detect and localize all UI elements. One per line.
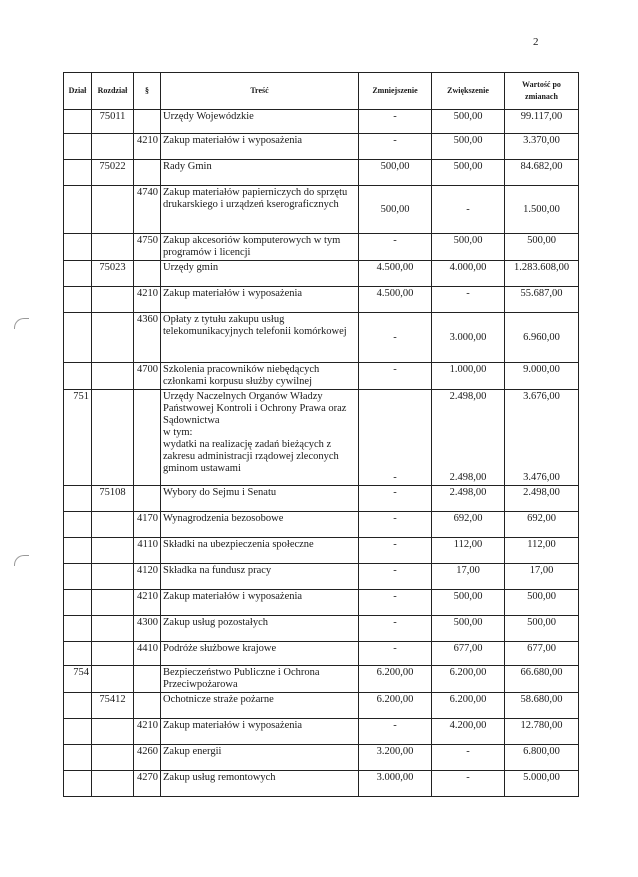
table-row [64,287,579,313]
cell-dzial [64,616,92,642]
cell-tresc: Urzędy Naczelnych Organów Władzy Państwowej Kontroli i Ochrony Prawa oraz Sądownictwa w tym: wydatki na realizację zadań bieżących z zakresu administracji rządowej zleconych gminom ustawami [161,390,359,486]
value-delegated: 2.498,00 [449,472,487,483]
cell-zmniejszenie: - [359,486,432,512]
cell-tresc: Składki na ubezpieczenia społeczne [161,538,359,564]
cell-wartosc: 500,00 [505,234,579,261]
cell-dzial [64,234,92,261]
cell-paragraf: 4360 [134,313,161,363]
cell-zwiekszenie: 500,00 [432,616,505,642]
table-row [64,693,579,719]
cell-zwiekszenie: - [432,771,505,797]
cell-rozdzial [92,538,134,564]
cell-zmniejszenie: - [359,719,432,745]
cell-tresc: Zakup akcesoriów komputerowych w tym programów i licencji [161,234,359,261]
table-row [64,390,579,486]
cell-dzial [64,134,92,160]
table-row [64,234,579,261]
cell-dzial [64,313,92,363]
table-row [64,564,579,590]
cell-zwiekszenie: 17,00 [432,564,505,590]
cell-zmniejszenie: - [359,642,432,666]
cell-rozdzial: 75023 [92,261,134,287]
cell-tresc: Rady Gmin [161,160,359,186]
table-row [64,642,579,666]
cell-tresc: Opłaty z tytułu zakupu usług telekomunikacyjnych telefonii komórkowej [161,313,359,363]
cell-zmniejszenie: - [359,390,432,486]
cell-dzial [64,719,92,745]
cell-wartosc: 17,00 [505,564,579,590]
table-row [64,590,579,616]
table-row [64,363,579,390]
cell-zmniejszenie: 3.000,00 [359,771,432,797]
cell-dzial [64,590,92,616]
cell-zmniejszenie: 3.200,00 [359,745,432,771]
cell-dzial [64,538,92,564]
cell-dzial [64,745,92,771]
cell-paragraf: 4210 [134,590,161,616]
cell-tresc: Zakup materiałów papierniczych do sprzętu drukarskiego i urządzeń kserograficznych [161,186,359,234]
cell-rozdzial: 75412 [92,693,134,719]
cell-zmniejszenie: 6.200,00 [359,693,432,719]
cell-wartosc: 84.682,00 [505,160,579,186]
header-wartosc-po-zmianach: Wartość po zmianach [505,73,579,110]
table-row [64,186,579,234]
cell-dzial [64,564,92,590]
cell-paragraf [134,160,161,186]
cell-wartosc: 58.680,00 [505,693,579,719]
cell-zmniejszenie: - [359,110,432,134]
cell-tresc: Składka na fundusz pracy [161,564,359,590]
table-row [64,666,579,693]
cell-zwiekszenie: 1.000,00 [432,363,505,390]
cell-paragraf: 4300 [134,616,161,642]
value-delegated: 3.476,00 [523,472,560,483]
cell-wartosc: 677,00 [505,642,579,666]
page-number: 2 [533,36,539,48]
header-zwiekszenie: Zwiększenie [432,73,505,110]
cell-rozdzial: 75108 [92,486,134,512]
cell-zmniejszenie: - [359,363,432,390]
cell-paragraf [134,110,161,134]
cell-zmniejszenie: 500,00 [359,186,432,234]
value-total: 2.498,00 [449,391,487,402]
cell-paragraf: 4120 [134,564,161,590]
cell-paragraf: 4110 [134,538,161,564]
budget-changes-table [63,72,579,797]
cell-zwiekszenie: 3.000,00 [432,313,505,363]
cell-paragraf: 4260 [134,745,161,771]
cell-rozdzial [92,616,134,642]
cell-zwiekszenie: 2.498,00 [432,486,505,512]
cell-paragraf: 4750 [134,234,161,261]
table-row [64,110,579,134]
cell-rozdzial: 75011 [92,110,134,134]
cell-zmniejszenie: - [359,234,432,261]
cell-rozdzial [92,313,134,363]
cell-paragraf: 4210 [134,134,161,160]
cell-wartosc: 55.687,00 [505,287,579,313]
cell-zmniejszenie: - [359,134,432,160]
cell-zmniejszenie: 6.200,00 [359,666,432,693]
cell-rozdzial [92,234,134,261]
cell-zwiekszenie: - [432,287,505,313]
cell-zwiekszenie: - [432,186,505,234]
cell-rozdzial [92,186,134,234]
cell-tresc: Urzędy gmin [161,261,359,287]
cell-paragraf: 4270 [134,771,161,797]
cell-paragraf: 4700 [134,363,161,390]
cell-wartosc [505,390,579,486]
table-row [64,745,579,771]
cell-zmniejszenie: - [359,590,432,616]
table-row [64,486,579,512]
cell-rozdzial [92,666,134,693]
cell-paragraf: 4170 [134,512,161,538]
cell-zmniejszenie: 4.500,00 [359,287,432,313]
cell-zmniejszenie: - [359,564,432,590]
table-row [64,719,579,745]
cell-dzial [64,771,92,797]
cell-zmniejszenie: 4.500,00 [359,261,432,287]
cell-dzial [64,486,92,512]
cell-rozdzial [92,590,134,616]
cell-tresc: Szkolenia pracowników niebędących członkami korpusu służby cywilnej [161,363,359,390]
cell-wartosc: 500,00 [505,616,579,642]
cell-dzial: 751 [64,390,92,486]
header-tresc: Treść [161,73,359,110]
cell-zwiekszenie: - [432,745,505,771]
cell-wartosc: 9.000,00 [505,363,579,390]
table-row [64,313,579,363]
cell-dzial [64,642,92,666]
cell-rozdzial [92,390,134,486]
cell-zwiekszenie: 4.200,00 [432,719,505,745]
header-rozdzial: Rozdział [92,73,134,110]
cell-tresc: Zakup usług remontowych [161,771,359,797]
cell-tresc: Urzędy Wojewódzkie [161,110,359,134]
scan-artifact-mark [14,318,29,329]
cell-dzial [64,160,92,186]
header-zmniejszenie: Zmniejszenie [359,73,432,110]
cell-wartosc: 66.680,00 [505,666,579,693]
cell-dzial [64,287,92,313]
cell-wartosc: 692,00 [505,512,579,538]
cell-paragraf: 4410 [134,642,161,666]
cell-wartosc: 1.500,00 [505,186,579,234]
cell-rozdzial: 75022 [92,160,134,186]
cell-paragraf [134,693,161,719]
cell-tresc: Zakup usług pozostałych [161,616,359,642]
value-total: 3.676,00 [523,391,560,402]
cell-rozdzial [92,134,134,160]
cell-paragraf: 4210 [134,719,161,745]
cell-zwiekszenie: 692,00 [432,512,505,538]
cell-wartosc: 2.498,00 [505,486,579,512]
cell-zmniejszenie: - [359,616,432,642]
cell-tresc: Wynagrodzenia bezosobowe [161,512,359,538]
cell-paragraf [134,390,161,486]
cell-rozdzial [92,745,134,771]
cell-zwiekszenie: 4.000,00 [432,261,505,287]
cell-wartosc: 112,00 [505,538,579,564]
cell-zmniejszenie: 500,00 [359,160,432,186]
cell-paragraf: 4210 [134,287,161,313]
cell-tresc: Zakup materiałów i wyposażenia [161,719,359,745]
cell-zwiekszenie: 500,00 [432,234,505,261]
cell-zwiekszenie: 677,00 [432,642,505,666]
cell-paragraf [134,486,161,512]
cell-wartosc: 500,00 [505,590,579,616]
cell-zwiekszenie: 500,00 [432,110,505,134]
cell-zwiekszenie: 500,00 [432,590,505,616]
table-row [64,261,579,287]
cell-dzial: 754 [64,666,92,693]
cell-rozdzial [92,642,134,666]
header-dzial: Dział [64,73,92,110]
cell-tresc: Bezpieczeństwo Publiczne i Ochrona Przeciwpożarowa [161,666,359,693]
cell-zmniejszenie: - [359,512,432,538]
cell-zwiekszenie: 500,00 [432,160,505,186]
cell-wartosc: 1.283.608,00 [505,261,579,287]
cell-wartosc: 12.780,00 [505,719,579,745]
cell-paragraf: 4740 [134,186,161,234]
cell-tresc: Zakup materiałów i wyposażenia [161,134,359,160]
cell-dzial [64,110,92,134]
cell-zwiekszenie: 500,00 [432,134,505,160]
cell-tresc: Ochotnicze straże pożarne [161,693,359,719]
cell-rozdzial [92,564,134,590]
cell-dzial [64,363,92,390]
cell-paragraf [134,261,161,287]
table-row [64,771,579,797]
cell-zwiekszenie: 112,00 [432,538,505,564]
cell-wartosc: 6.800,00 [505,745,579,771]
cell-wartosc: 3.370,00 [505,134,579,160]
header-paragraf: § [134,73,161,110]
cell-zmniejszenie: - [359,313,432,363]
table-row [64,538,579,564]
cell-dzial [64,261,92,287]
cell-rozdzial [92,512,134,538]
cell-rozdzial [92,287,134,313]
cell-dzial [64,186,92,234]
cell-wartosc: 6.960,00 [505,313,579,363]
cell-zwiekszenie: 6.200,00 [432,666,505,693]
cell-tresc: Zakup materiałów i wyposażenia [161,590,359,616]
cell-dzial [64,693,92,719]
table-row [64,616,579,642]
table-row [64,160,579,186]
cell-dzial [64,512,92,538]
cell-wartosc: 99.117,00 [505,110,579,134]
cell-tresc: Zakup materiałów i wyposażenia [161,287,359,313]
cell-tresc: Wybory do Sejmu i Senatu [161,486,359,512]
cell-rozdzial [92,363,134,390]
cell-zmniejszenie: - [359,538,432,564]
cell-rozdzial [92,771,134,797]
table-row [64,134,579,160]
cell-zwiekszenie: 6.200,00 [432,693,505,719]
cell-rozdzial [92,719,134,745]
scan-artifact-mark [14,555,29,566]
cell-wartosc: 5.000,00 [505,771,579,797]
cell-tresc: Zakup energii [161,745,359,771]
table-header-row [64,73,579,110]
cell-paragraf [134,666,161,693]
cell-zwiekszenie [432,390,505,486]
table-row [64,512,579,538]
cell-tresc: Podróże służbowe krajowe [161,642,359,666]
